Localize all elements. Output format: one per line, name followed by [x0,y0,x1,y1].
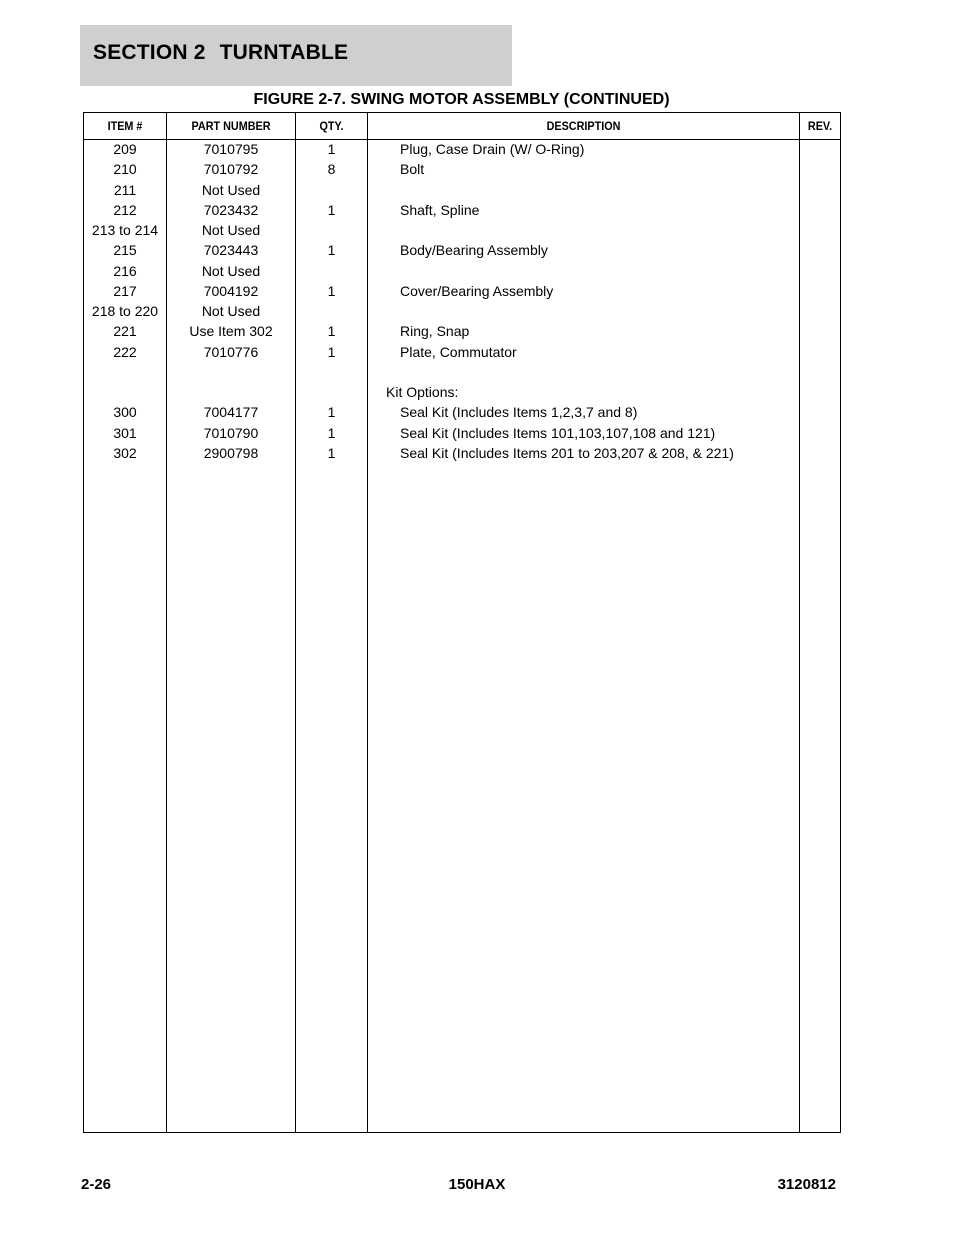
part-number-cell: Use Item 302 [189,323,273,340]
table-row [84,282,840,302]
part-number-cell [167,383,295,403]
header-part-number: PART NUMBER [191,119,271,133]
table-row [84,201,840,221]
item-cell: 209 [113,141,137,157]
item-cell: 222 [113,343,137,360]
qty-cell [296,383,367,403]
figure-title: FIGURE 2-7. SWING MOTOR ASSEMBLY (CONTINUED) [253,91,670,108]
description-cell: Plate, Commutator [400,343,517,360]
qty-cell [296,221,367,241]
item-cell [84,383,166,403]
qty-cell [296,302,367,322]
description-cell: Plug, Case Drain (W/ O-Ring) [400,141,585,157]
part-number-cell: Not Used [201,303,261,319]
item-cell: 218 to 220 [91,303,159,319]
table-row [84,302,840,322]
table-row [84,363,840,383]
table-row [84,262,840,282]
table-row [84,424,840,444]
footer-doc-number: 3120812 [777,1176,836,1193]
item-cell: 221 [113,323,137,340]
qty-cell: 1 [327,444,336,461]
part-number-cell: 7004192 [203,282,259,299]
description-cell: Kit Options: [386,384,459,400]
part-number-cell [167,363,295,383]
item-cell: 302 [113,444,137,461]
table-row [84,343,840,363]
qty-cell: 1 [327,323,336,340]
description-cell: Ring, Snap [400,323,470,340]
description-cell: Seal Kit (Includes Items 201 to 203,207 & 208, & 221) [400,444,734,461]
description-cell: Seal Kit (Includes Items 1,2,3,7 and 8) [400,404,638,421]
part-number-cell: 7010792 [203,161,259,178]
item-cell: 301 [113,424,137,441]
part-number-cell: 7023432 [203,201,259,218]
item-cell: 215 [113,242,137,259]
part-number-cell: Not Used [201,222,261,238]
table-row [84,140,840,160]
qty-cell: 1 [327,404,336,421]
header-description: DESCRIPTION [546,119,621,133]
table-row [84,383,840,403]
qty-cell: 1 [327,343,336,360]
item-cell: 213 to 214 [91,222,159,238]
part-number-cell: 7023443 [203,242,259,259]
item-cell: 210 [113,161,137,178]
qty-cell [296,262,367,282]
description-cell: Seal Kit (Includes Items 101,103,107,108 and 121) [400,424,716,441]
item-cell: 217 [113,282,137,299]
part-number-cell: 7010776 [203,343,259,360]
description-cell: Cover/Bearing Assembly [400,282,554,299]
footer-page-number: 2-26 [81,1176,112,1193]
section-header [80,25,512,86]
header-rev: REV. [807,119,833,133]
item-cell [84,363,166,383]
item-cell: 211 [113,181,137,198]
part-number-cell: Not Used [201,181,261,198]
item-cell: 300 [113,404,137,421]
header-item: ITEM # [107,119,143,133]
part-number-cell: 7004177 [203,404,259,421]
qty-cell: 1 [327,424,336,441]
description-cell: Shaft, Spline [400,201,480,218]
description-cell: Bolt [400,161,425,178]
qty-cell: 1 [327,201,336,218]
item-cell: 216 [113,262,137,279]
qty-cell [296,181,367,201]
table-row [84,444,840,464]
table-row [84,221,840,241]
table-row [84,241,840,261]
part-number-cell: 2900798 [203,444,259,461]
item-cell: 212 [113,201,137,218]
part-number-cell: Not Used [201,262,261,279]
footer-model: 150HAX [448,1176,506,1193]
table-row [84,403,840,423]
qty-cell: 8 [327,161,336,178]
table-row [84,160,840,180]
header-qty: QTY. [319,119,344,133]
parts-table [83,112,841,1133]
section-name: TURNTABLE [219,41,349,64]
table-row [84,181,840,201]
table-row [84,322,840,342]
qty-cell: 1 [327,242,336,259]
qty-cell [296,363,367,383]
section-number: SECTION 2 [93,41,206,64]
table-header-row [84,113,840,140]
description-cell: Body/Bearing Assembly [400,242,548,259]
qty-cell: 1 [327,141,336,157]
part-number-cell: 7010790 [203,424,259,441]
qty-cell: 1 [327,282,336,299]
table-body [84,140,840,464]
part-number-cell: 7010795 [203,141,259,157]
